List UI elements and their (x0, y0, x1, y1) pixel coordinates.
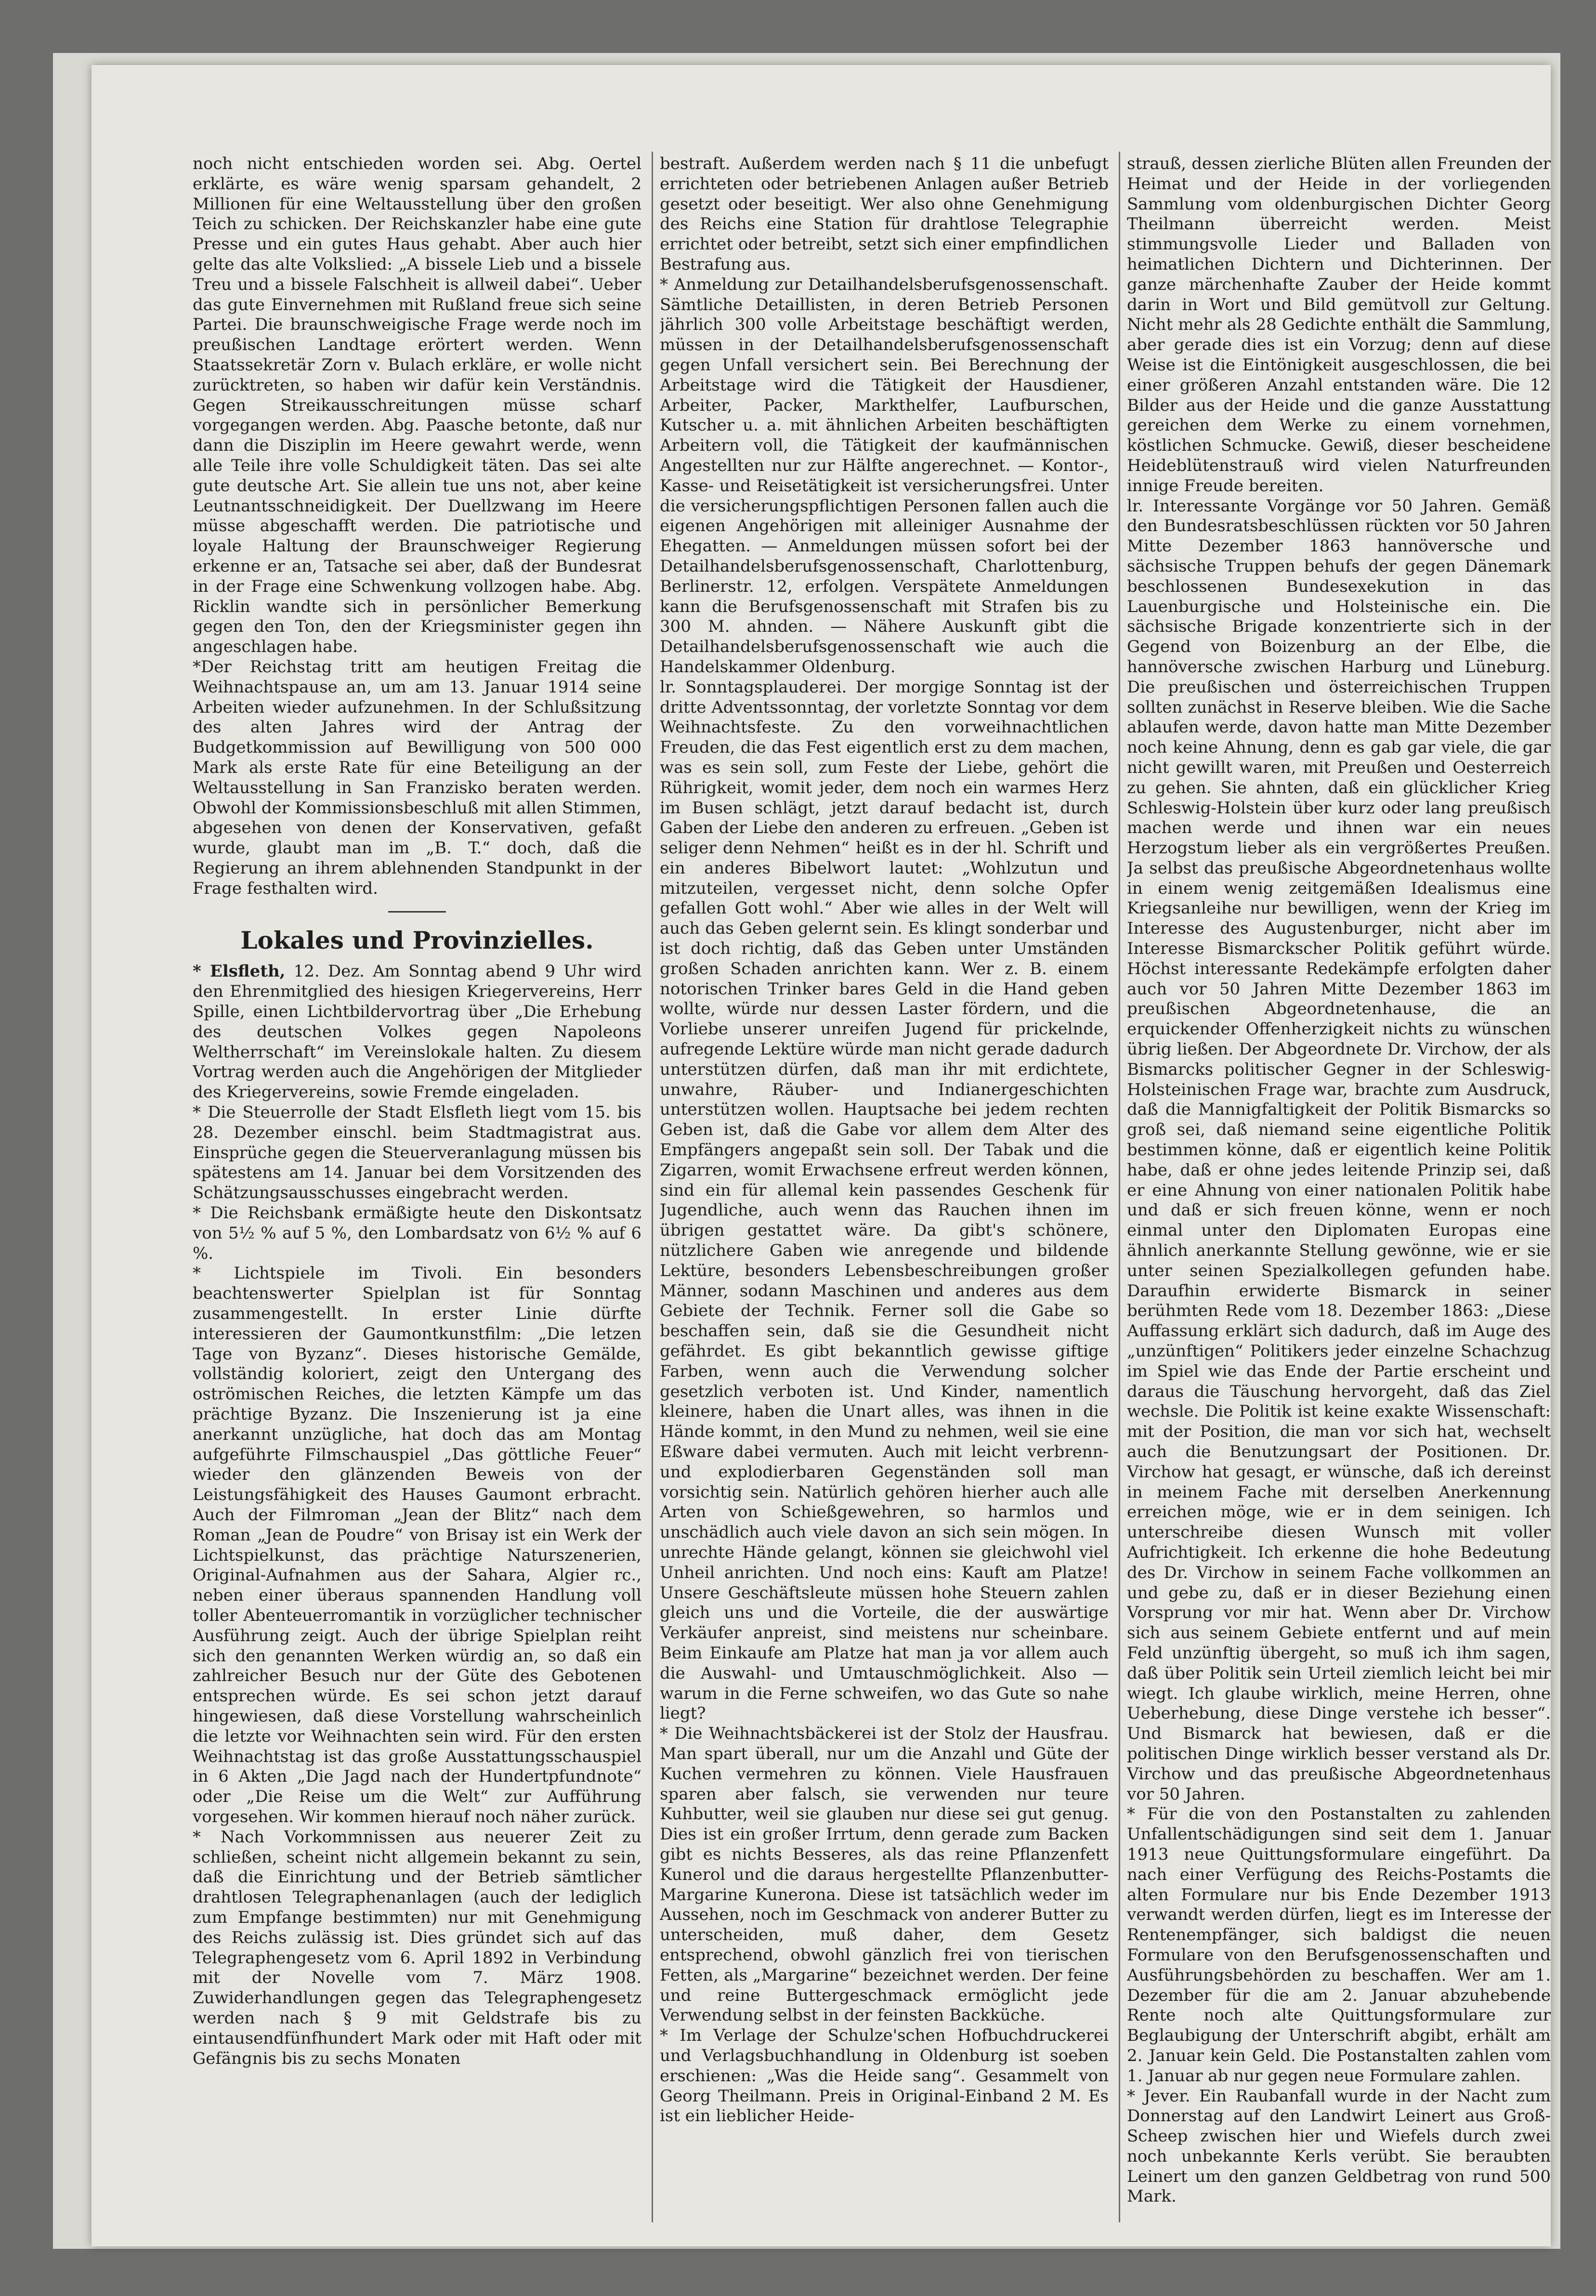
newspaper-page (92, 65, 1551, 2246)
paragraph-text: 12. Dez. Am Sonntag abend 9 Uhr wird den Ehrenmitglied des hiesigen Kriegervereins, Herr Spille, einen Lichtbildervortrag über „Die Erhebung des deutschen Volkes gegen Napoleons Weltherrschaft“ im Vereinslokale halten. Zu diesem Vortrag werden auch die Angehörigen der Mitglieder des Kriegervereins, sowie Fremde eingeladen. (193, 962, 641, 1102)
section-heading: Lokales und Provinzielles. (240, 926, 594, 955)
paragraph: * Die Steuerrolle der Stadt Elsfleth liegt vom 15. bis 28. Dezember einschl. beim Stadtmagistrat aus. Einsprüche gegen die Steuerveranlagung müssen bis spätestens am 14. Januar bei dem Vorsitzenden des Schätzungsausschusses eingebracht werden. (193, 1103, 641, 1203)
paragraph: strauß, dessen zierliche Blüten allen Freunden der Heimat und der Heide in der vorliegenden Sammlung vom oldenburgischen Dichter Georg Theilmann überreicht werden. Meist stimmungsvolle Lieder und Balladen von heimatlichen Dichtern und Dichterinnen. Der ganze märchenhafte Zauber der Heide kommt darin in Wort und Bild gemütvoll zur Geltung. Nicht mehr als 28 Gedichte enthält die Sammlung, aber gerade dies ist ein Vorzug; denn auf diese Weise ist die Eintönigkeit ausgeschlossen, die bei einer größeren Anzahl entstanden wäre. Die 12 Bilder aus der Heide und die ganze Ausstattung gereichen dem Werke zu einem vornehmen, köstlichen Schmucke. Gewiß, dieser bescheidene Heideblütenstrauß wird vielen Naturfreunden innige Freude bereiten. (1127, 154, 1551, 496)
paragraph: * Für die von den Postanstalten zu zahlenden Unfallentschädigungen sind seit dem 1. Januar 1913 neue Quittungsformulare eingeführt. Da nach einer Verfügung des Reichs-Postamts die alten Formulare nur bis Ende Dezember 1913 verwandt werden dürfen, liegt es im Interesse der Rentenempfänger, sich baldigst die neuen Formulare von den Berufsgenossenschaften und Ausführungsbehörden zu beschaffen. Wer am 1. Dezember für die am 2. Januar abzuhebende Rente noch alte Quittungsformulare zur Beglaubigung der Unterschrift abgibt, erhält am 2. Januar kein Geld. Die Postanstalten zahlen vom 1. Januar ab nur gegen neue Formulare zahlen. (1127, 1804, 1551, 2086)
paragraph: * Die Reichsbank ermäßigte heute den Diskontsatz von 5½ % auf 5 %, den Lombardsatz von 6½ % auf 6 %. (193, 1203, 641, 1263)
column-left (193, 154, 641, 2215)
column-rule (1119, 152, 1120, 2222)
paragraph: * Nach Vorkommnissen aus neuerer Zeit zu schließen, scheint nicht allgemein bekannt zu sein, daß die Einrichtung und der Betrieb sämtlicher drahtlosen Telegraphenanlagen (auch der lediglich zum Empfange bestimmten) nur mit Genehmigung des Reichs zulässig ist. Dies gründet sich auf das Telegraphengesetz vom 6. April 1892 in Verbindung mit der Novelle vom 7. März 1908. Zuwiderhandlungen gegen das Telegraphengesetz werden nach § 9 mit Geldstrafe bis zu eintausendfünfhundert Mark oder mit Haft oder mit Gefängnis bis zu sechs Monaten (193, 1827, 641, 2068)
paragraph (193, 962, 641, 1103)
column-rule (652, 152, 653, 2222)
paragraph: noch nicht entschieden worden sei. Abg. Oertel erklärte, es wäre wenig sparsam gehandelt, 2 Millionen für eine Weltausstellung über den großen Teich zu schicken. Der Reichskanzler habe eine gute Presse und ein gutes Haus gehabt. Aber auch hier gelte das alte Volkslied: „A bissele Lieb und a bissele Treu und a bissele Falschheit is allweil dabei“. Ueber das gute Einvernehmen mit Rußland freue sich seine Partei. Die braunschweigische Frage werde noch im preußischen Landtage erörtert werden. Wenn Staatssekretär Zorn v. Bulach erkläre, er wolle nicht zurücktreten, so haben wir dafür kein Verständnis. Gegen Streikausschreitungen müsse scharf vorgegangen werden. Abg. Paasche betonte, daß nur dann die Disziplin im Heere gewahrt werde, wenn alle Teile ihre volle Schuldigkeit täten. Das sei alte gute deutsche Art. Sie allein tue uns not, aber keine Leutnantsschneidigkeit. Der Duellzwang im Heere müsse abgeschafft werden. Die patriotische und loyale Haltung der Braunschweiger Regierung erkenne er an, Tatsache sei aber, daß der Bundesrat in der Frage eine Schwenkung vollzogen habe. Abg. Ricklin wandte sich in persönlicher Bemerkung gegen den Ton, den der Kriegsminister gegen ihn angeschlagen habe. (193, 154, 641, 657)
column-middle (660, 154, 1109, 2215)
paragraph: * Anmeldung zur Detailhandelsberufsgenossenschaft. Sämtliche Detaillisten, in deren Betrieb Personen jährlich 300 volle Arbeitstage beschäftigt werden, müssen in der Detailhandelsberufsgenossenschaft gegen Unfall versichert sein. Bei Berechnung der Arbeitstage wird die Tätigkeit der Hausdiener, Arbeiter, Packer, Markthelfer, Laufburschen, Kutscher u. a. mit ähnlichen Arbeiten beschäftigten Arbeitern voll, die Tätigkeit der kaufmännischen Angestellten nur zur Hälfte angerechnet. — Kontor-, Kasse- und Reisetätigkeit ist versicherungsfrei. Unter die versicherungspflichtigen Personen fallen auch die eigenen Angehörigen mit alleiniger Ausnahme der Ehegatten. — Anmeldungen müssen sofort bei der Detailhandelsberufsgenossenschaft, Charlottenburg, Berlinerstr. 12, erfolgen. Verspätete Anmeldungen kann die Berufsgenossenschaft mit Strafen bis zu 300 M. ahnden. — Nähere Auskunft gibt die Detailhandelsberufsgenossenschaft wie auch die Handelskammer Oldenburg. (660, 274, 1109, 677)
column-right (1127, 154, 1551, 2215)
paragraph: lr. Sonntagsplauderei. Der morgige Sonntag ist der dritte Adventssonntag, der vorletzte Sonntag vor dem Weihnachtsfeste. Zu den vorweihnachtlichen Freuden, die das Fest eigentlich erst zu dem machen, was es sein soll, zum Feste der Liebe, gehört die Rührigkeit, womit jeder, dem noch ein warmes Herz im Busen schlägt, jetzt darauf bedacht ist, durch Gaben der Liebe den anderen zu erfreuen. „Geben ist seliger denn Nehmen“ heißt es in der hl. Schrift und ein anderes Bibelwort lautet: „Wohlzutun und mitzuteilen, vergesset nicht, denn solche Opfer gefallen Gott wohl.“ Aber wie alles in der Welt will auch das Geben gelernt sein. Es klingt sonderbar und ist doch richtig, daß das Geben unter Umständen großen Schaden anrichten kann. Wer z. B. einem notorischen Trinker bares Geld in die Hand geben wollte, würde nur dessen Laster fördern, und die Vorliebe unserer unreifen Jugend für prickelnde, aufregende Lektüre würde man nicht gerade dadurch unterstützen dürfen, daß man ihr mit erdichtete, unwahre, Räuber- und Indianergeschichten unterstützen wollen. Hauptsache bei jedem rechten Geben ist, daß die Gabe vor allem dem Alter des Empfängers angepaßt sein soll. Der Tabak und die Zigarren, womit Erwachsene erfreut werden können, sind ein für allemal kein passendes Geschenk für Jugendliche, auch wenn das Rauchen ihnen im übrigen gestattet wäre. Da gibt's schönere, nützlichere Gaben wie anregende und bildende Lektüre, besonders Lebensbeschreibungen großer Männer, sodann Maschinen und anderes aus dem Gebiete der Technik. Ferner soll die Gabe so beschaffen sein, daß sie die Gesundheit nicht gefährdet. Es gibt bekanntlich gewisse giftige Farben, wenn auch die Verwendung solcher gesetzlich verboten ist. Und Kinder, namentlich kleinere, haben die Unart alles, was ihnen in die Hände kommt, in den Mund zu nehmen, weil sie eine Eßware dabei vermuten. Auch mit leicht verbrenn- und explodierbaren Gegenständen soll man vorsichtig sein. Natürlich gehören hierher auch alle Arten von Schießgewehren, so harmlos und unschädlich auch viele davon an sich sein mögen. In unrechte Hände gelangt, können sie gleichwohl viel Unheil anrichten. Und noch eins: Kauft am Platze! Unsere Geschäftsleute müssen hohe Steuern zahlen gleich uns und die Vorteile, die der auswärtige Verkäufer anpreist, sind meistens nur scheinbare. Beim Einkaufe am Platze hat man ja vor allem auch die Auswahl- und Umtauschmöglichkeit. Also — warum in die Ferne schweifen, wo das Gute so nahe liegt? (660, 677, 1109, 1723)
paragraph: * Lichtspiele im Tivoli. Ein besonders beachtenswerter Spielplan ist für Sonntag zusammengestellt. In erster Linie dürfte interessieren der Gaumontkunstfilm: „Die letzen Tage von Byzanz“. Dieses historische Gemälde, vollständig koloriert, zeigt den Untergang des oströmischen Reiches, die letzten Kämpfe um das prächtige Byzanz. Die Inszenierung ist ja eine anerkannt unzügliche, hat doch das am Montag aufgeführte Filmschauspiel „Das göttliche Feuer“ wieder den glänzenden Beweis von der Leistungsfähigkeit des Hauses Gaumont erbracht. Auch der Filmroman „Jean der Blitz“ nach dem Roman „Jean de Poudre“ von Brisay ist ein Werk der Lichtspielkunst, das prächtige Naturszenerien, Original-Aufnahmen aus der Sahara, Algier rc., neben einer überaus spannenden Handlung voll toller Abenteuerromantik in vorzüglicher technischer Ausführung zeigt. Auch der übrige Spielplan reiht sich den genannten Werken würdig an, so daß ein zahlreicher Besuch nur der Güte des Gebotenen entsprechen würde. Es sei schon jetzt darauf hingewiesen, daß diese Vorstellung wahrscheinlich die letzte vor Weihnachten sein wird. Für den ersten Weihnachtstag ist das große Ausstattungsschauspiel in 6 Akten „Die Jagd nach der Hundertpfundnote“ oder „Die Reise um die Welt“ zur Aufführung vorgesehen. Wir kommen hierauf noch näher zurück. (193, 1264, 641, 1826)
paragraph: * Jever. Ein Raubanfall wurde in der Nacht zum Donnerstag auf den Landwirt Leinert aus Groß-Scheep zwischen hier und Wiefels durch zwei noch unbekannte Kerls verübt. Sie beraubten Leinert um den ganzen Geldbetrag von rund 500 Mark. (1127, 2086, 1551, 2206)
section-divider (388, 911, 446, 913)
dateline: * Elsfleth, (193, 962, 286, 981)
paragraph: *Der Reichstag tritt am heutigen Freitag die Weihnachtspause an, um am 13. Januar 1914 seine Arbeiten wieder aufzunehmen. In der Schlußsitzung des alten Jahres wird der Antrag der Budgetkommission auf Bewilligung von 500 000 Mark als erste Rate für eine Beteiligung an der Weltausstellung in San Franzisko beraten werden. Obwohl der Kommissionsbeschluß mit allen Stimmen, abgesehen von denen der Konservativen, gefaßt wurde, glaubt man im „B. T.“ doch, daß die Regierung an ihrem ablehnenden Standpunkt in der Frage festhalten wird. (193, 657, 641, 898)
paragraph: * Die Weihnachtsbäckerei ist der Stolz der Hausfrau. Man spart überall, nur um die Anzahl und Güte der Kuchen vermehren zu können. Viele Hausfrauen sparen aber falsch, sie verwenden nur teure Kuhbutter, weil sie glauben nur diese sei gut genug. Dies ist ein großer Irrtum, denn gerade zum Backen gibt es nichts Besseres, als das reine Pflanzenfett Kunerol und die daraus hergestellte Pflanzenbutter-Margarine Kunerona. Diese ist tatsächlich weder im Aussehen, noch im Geschmack von anderer Butter zu unterscheiden, muß daher, dem Gesetz entsprechend, obwohl gänzlich frei von tierischen Fetten, als „Margarine“ bezeichnet werden. Der feine und reine Buttergeschmack ermöglicht jede Verwendung selbst in der feinsten Backküche. (660, 1724, 1109, 2025)
paragraph: lr. Interessante Vorgänge vor 50 Jahren. Gemäß den Bundesratsbeschlüssen rückten vor 50 Jahren Mitte Dezember 1863 hannöversche und sächsische Truppen behufs der gegen Dänemark beschlossenen Bundesexekution in das Lauenburgische und Holsteinische ein. Die sächsische Brigade konzentrierte sich in der Gegend von Boizenburg an der Elbe, die hannöversche zwischen Harburg und Lüneburg. Die preußischen und österreichischen Truppen sollten zunächst in Reserve bleiben. Wie die Sache ablaufen werde, davon hatte man Mitte Dezember noch keine Ahnung, denn es gab gar viele, die gar nicht gewillt waren, mit Preußen und Oesterreich zu gehen. Sie ahnten, daß ein glücklicher Krieg Schleswig-Holstein über kurz oder lang preußisch machen werde und ihnen war ein neues Herzogstum lieber als ein vergrößertes Preußen. Ja selbst das preußische Abgeordnetenhaus wollte in einem wenig zeitgemäßen Idealismus eine Kriegsanleihe nur bewilligen, wenn der Krieg im Interesse des Augustenburger, nicht aber im Interesse Bismarckscher Politik geführt würde. Höchst interessante Redekämpfe erfolgten daher auch vor 50 Jahren Mitte Dezember 1863 im preußischen Abgeordnetenhause, die an erquickender Offenherzigkeit nichts zu wünschen übrig ließen. Der Abgeordnete Dr. Virchow, der als Bismarcks politischer Gegner in der Schleswig-Holsteinischen Frage war, brachte zum Ausdruck, daß die Mannigfaltigkeit der Politik Bismarcks so groß sei, daß niemand seine eigentliche Politik bestimmen könne, daß er eigentlich keine Politik habe, daß er ohne jedes leitende Prinzip sei, daß er eine Ahnung von einer nationalen Politik habe und daß er sich freuen könne, wenn er noch einmal unter den Diplomaten Europas eine ähnlich anerkannte Stellung gewönne, wie er sie unter seinen Spezialkollegen gefunden habe. Daraufhin erwiderte Bismarck in seiner berühmten Rede vom 18. Dezember 1863: „Diese Auffassung erklärt sich dadurch, daß im Auge des „unzünftigen“ Politikers jeder einzelne Schachzug im Spiel wie das Ende der Partie erscheint und daraus die Täuschung hervorgeht, daß das Ziel wechsle. Die Politik ist keine exakte Wissenschaft: mit der Position, die man vor sich hat, wechselt auch die Benutzungsart der Positionen. Dr. Virchow hat gesagt, er wünsche, daß ich dereinst in meinem Fache mit derselben Anerkennung erreichen möge, wie er in dem seinigen. Ich unterschreibe diesen Wunsch mit voller Aufrichtigkeit. Ich erkenne die hohe Bedeutung des Dr. Virchow in seinem Fache vollkommen an und gebe zu, daß er in dieser Beziehung einen Vorsprung vor mir hat. Wenn aber Dr. Virchow sich aus seinem Gebiete entfernt und auf mein Feld unzünftig übergeht, so muß ich ihm sagen, daß über Politik sein Urteil ziemlich leicht bei mir wiegt. Ich glaube wirklich, meine Herren, ohne Ueberhebung, diese Dinge verstehe ich besser“. Und Bismarck hat bewiesen, daß er die politischen Dinge wirklich besser verstand als Dr. Virchow und das preußische Abgeordnetenhaus vor 50 Jahren. (1127, 496, 1551, 1804)
paragraph: bestraft. Außerdem werden nach § 11 die unbefugt errichteten oder betriebenen Anlagen außer Betrieb gesetzt oder beseitigt. Wer also ohne Genehmigung des Reichs eine Station für drahtlose Telegraphie errichtet oder betreibt, setzt sich einer empfindlichen Bestrafung aus. (660, 154, 1109, 274)
paragraph: * Im Verlage der Schulze'schen Hofbuchdruckerei und Verlagsbuchhandlung in Oldenburg ist soeben erschienen: „Was die Heide sang“. Gesammelt von Georg Theilmann. Preis in Original-Einband 2 M. Es ist ein lieblicher Heide- (660, 2026, 1109, 2126)
